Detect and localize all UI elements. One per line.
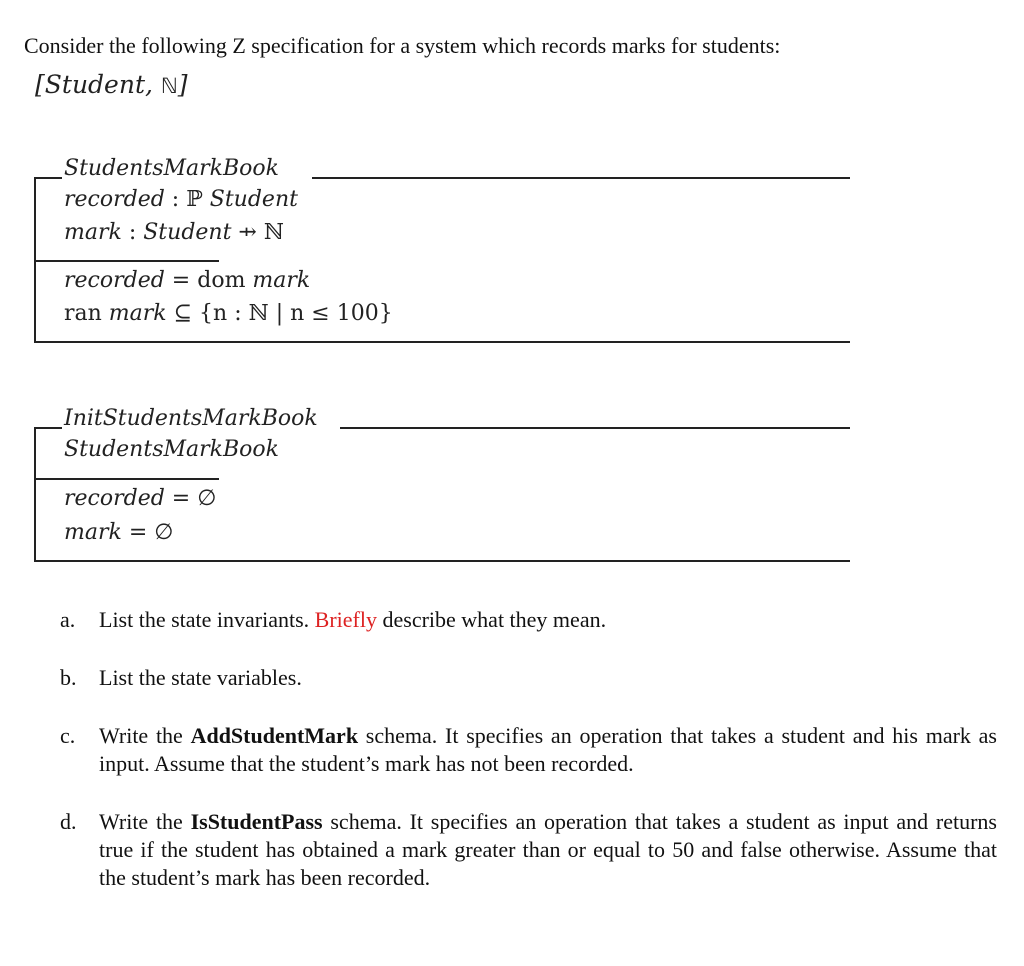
question-c (60, 722, 1000, 782)
question-d (60, 808, 1000, 898)
schema-name-bold: AddStudentMark (190, 723, 359, 748)
question-label: c. (60, 723, 76, 748)
question-text: Write the AddStudentMark schema. It specifies an operation that takes a student and his mark as input. Assume that the student’s mark has not been recorded. (99, 723, 997, 776)
declaration-mark: mark : Student ⇸ ℕ (64, 220, 284, 245)
predicate-mark-empty: mark = ∅ (64, 520, 174, 545)
schema-name: InitStudentsMarkBook (64, 406, 318, 431)
question-label: d. (60, 809, 77, 834)
question-label: b. (60, 665, 77, 690)
predicate-ran-mark: ran mark ⊆ {n : ℕ | n ≤ 100} (64, 301, 393, 326)
declaration-recorded: recorded : ℙ Student (64, 187, 298, 212)
question-text: List the state invariants. Briefly describe what they mean. (99, 607, 607, 632)
intro-text: Consider the following Z specification for a system which records marks for students: (24, 33, 781, 58)
given-sets: [Student, ℕ] (35, 70, 188, 99)
question-text: Write the IsStudentPass schema. It specifies an operation that takes a student as input and returns true if the student has obtained a mark greater than or equal to 50 and false otherwise. Assume that the student’s mark has been recorded. (99, 809, 997, 890)
predicate-recorded-dom: recorded = dom mark (64, 268, 311, 293)
schema-inclusion: StudentsMarkBook (64, 437, 279, 462)
schema-name-bold: IsStudentPass (190, 809, 323, 834)
highlight-word: Briefly (314, 607, 377, 632)
question-b (60, 664, 1000, 694)
question-label: a. (60, 607, 76, 632)
schema-name: StudentsMarkBook (64, 156, 279, 181)
question-text: List the state variables. (99, 665, 302, 690)
question-a (60, 606, 1000, 636)
schema-init-students-mark-book (34, 400, 850, 562)
schema-students-mark-book (34, 150, 850, 343)
predicate-recorded-empty: recorded = ∅ (64, 486, 217, 511)
